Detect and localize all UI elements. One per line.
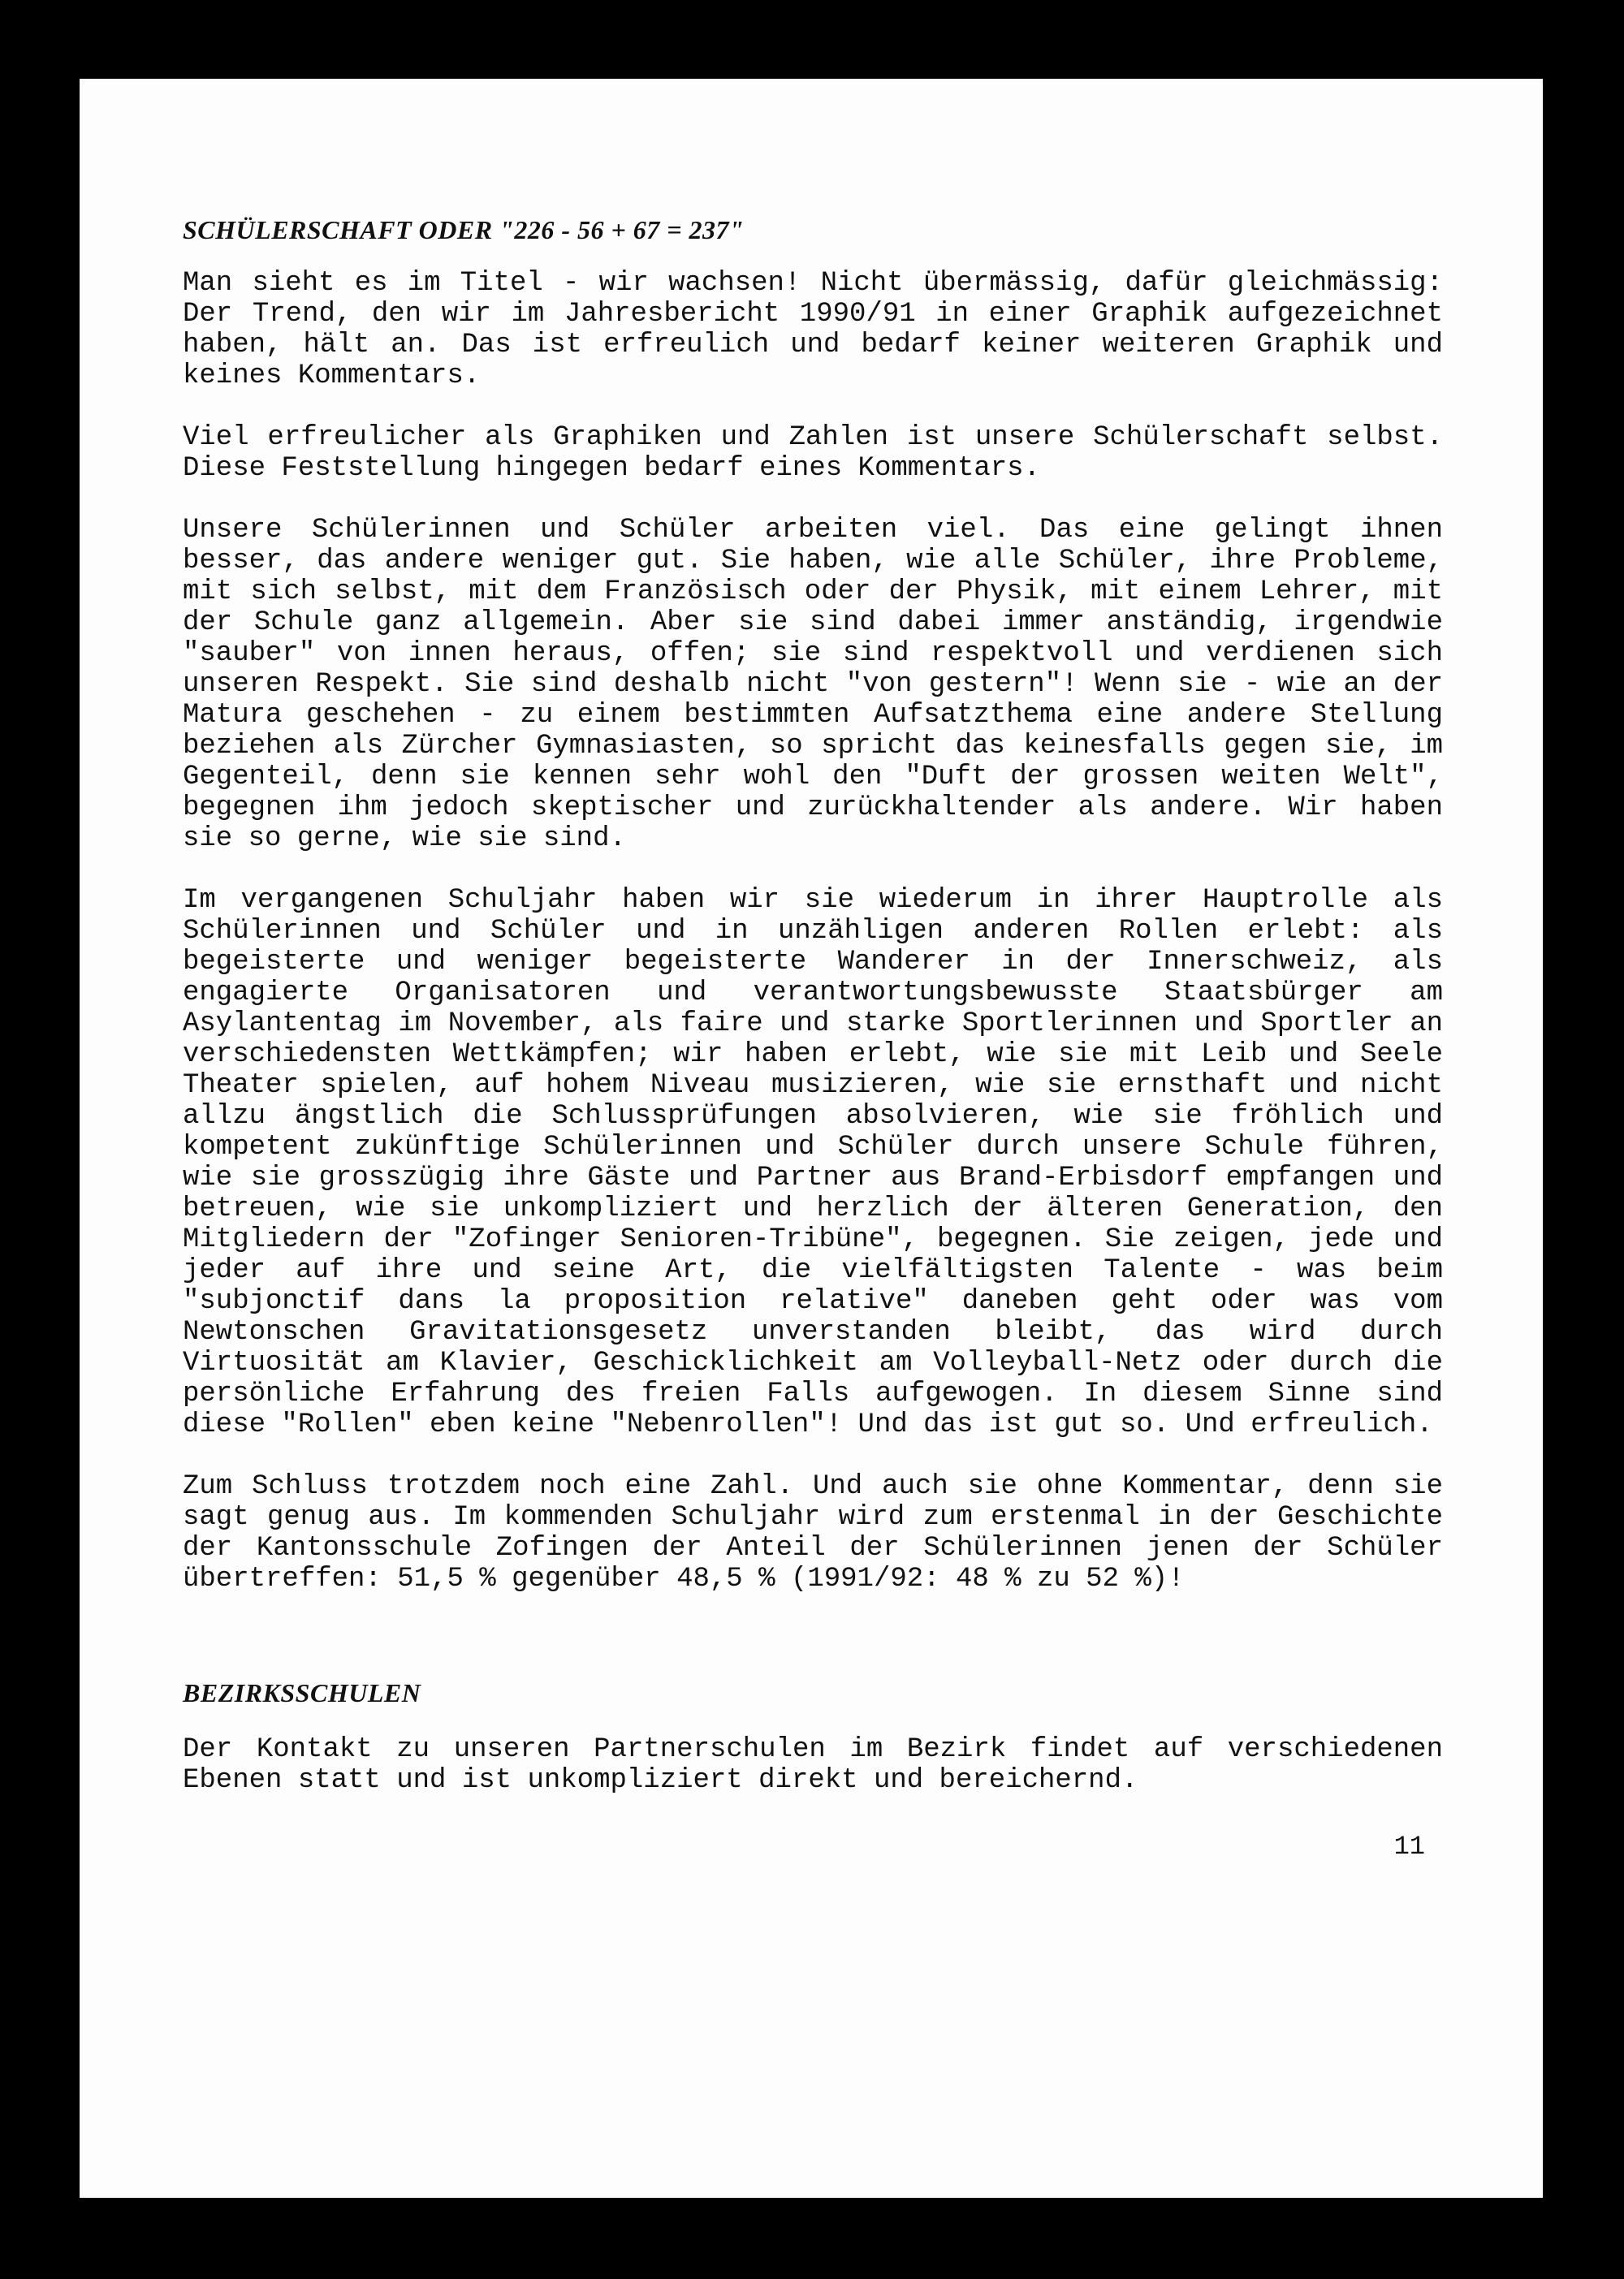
paragraph-school-year-roles: Im vergangenen Schuljahr haben wir sie wiederum in ihrer Hauptrolle als Schülerinnen und Schüler und in unzähligen anderen Rollen erlebt: als begeisterte und weniger begeisterte Wanderer in der Innerschweiz, als engagierte Organisatoren und verantwortungsbewusste Staatsbürger am Asylantentag im November, als faire und starke Sportlerinnen und Sportler an verschiedensten Wettkämpfen; wir haben erlebt, wie sie mit Leib und Seele Theater spielen, auf hohem Niveau musizieren, wie sie ernsthaft und nicht allzu ängstlich die Schlussprüfungen absolvieren, wie sie fröhlich und kompetent zukünftige Schülerinnen und Schüler durch unsere Schule führen, wie sie grosszügig ihre Gäste und Partner aus Brand-Erbisdorf empfangen und betreuen, wie sie unkompliziert und herzlich der älteren Generation, den Mitgliedern der "Zofinger Senioren-Tribüne", begegnen. Sie zeigen, jede und jeder auf ihre und seine Art, die vielfältigsten Talente - was beim "subjonctif dans la proposition relative" daneben geht oder was vom Newtonschen Gravitationsgesetz unverstanden bleibt, das wird durch Virtuosität am Klavier, Geschicklichkeit am Volleyball-Netz oder durch die persönliche Erfahrung des freien Falls aufgewogen. In diesem Sinne sind diese "Rollen" eben keine "Nebenrollen"! Und das ist gut so. Und erfreulich. [183, 885, 1443, 1440]
paragraph-statistics: Zum Schluss trotzdem noch eine Zahl. Und auch sie ohne Kommentar, denn sie sagt genug aus. Im kommenden Schuljahr wird zum erstenmal in der Geschichte der Kantonsschule Zofingen der Anteil der Schülerinnen jenen der Schüler übertreffen: 51,5 % gegenüber 48,5 % (1991/92: 48 % zu 52 %)! [183, 1471, 1443, 1595]
document-body [183, 215, 1443, 1796]
section-heading-schuelerschaft: SCHÜLERSCHAFT ODER "226 - 56 + 67 = 237" [183, 215, 745, 244]
paragraph-student-body: Viel erfreulicher als Graphiken und Zahlen ist unsere Schülerschaft selbst. Diese Feststellung hingegen bedarf eines Kommentars. [183, 422, 1443, 484]
page-number: 11 [1393, 1832, 1425, 1862]
paragraph-students-work: Unsere Schülerinnen und Schüler arbeiten viel. Das eine gelingt ihnen besser, das andere weniger gut. Sie haben, wie alle Schüler, ihre Probleme, mit sich selbst, mit dem Französisch oder der Physik, mit einem Lehrer, mit der Schule ganz allgemein. Aber sie sind dabei immer anständig, irgendwie "sauber" von innen heraus, offen; sie sind respektvoll und verdienen sich unseren Respekt. Sie sind deshalb nicht "von gestern"! Wenn sie - wie an der Matura geschehen - zu einem bestimmten Aufsatzthema eine andere Stellung beziehen als Zürcher Gymnasiasten, so spricht das keinesfalls gegen sie, im Gegenteil, denn sie kennen sehr wohl den "Duft der grossen weiten Welt", begegnen ihm jedoch skeptischer und zurückhaltender als andere. Wir haben sie so gerne, wie sie sind. [183, 515, 1443, 854]
document-page [80, 79, 1543, 2198]
paragraph-growth: Man sieht es im Titel - wir wachsen! Nicht übermässig, dafür gleichmässig: Der Trend, den wir im Jahresbericht 1990/91 in einer Graphik aufgezeichnet haben, hält an. Das ist erfreulich und bedarf keiner weiteren Graphik und keines Kommentars. [183, 268, 1443, 391]
section-heading-bezirksschulen: BEZIRKSSCHULEN [183, 1678, 421, 1707]
paragraph-partner-schools: Der Kontakt zu unseren Partnerschulen im Bezirk findet auf verschiedenen Ebenen statt und ist unkompliziert direkt und bereichernd. [183, 1734, 1443, 1796]
